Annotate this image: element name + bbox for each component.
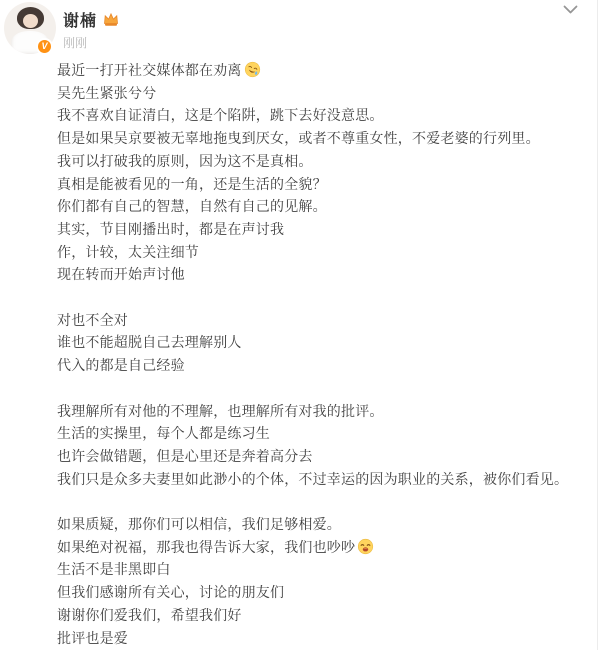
post-line [57, 400, 585, 423]
post-line [57, 513, 585, 536]
post-line [57, 422, 585, 445]
post-line [57, 331, 585, 354]
post-line [57, 581, 585, 604]
post-line-text: 代入的都是自己经验 [57, 357, 185, 374]
post-line [57, 127, 585, 150]
post-line-text: 现在转而开始声讨他 [57, 266, 185, 283]
post-line-text: 批评也是爱 [57, 629, 128, 646]
post-line-text: 我不喜欢自证清白，这是个陷阱，跳下去好没意思。 [57, 107, 384, 124]
post-line-text: 生活的实操里，每个人都是练习生 [57, 425, 270, 442]
post-line [57, 354, 585, 377]
post-line-text: 你们都有自己的智慧，自然有自己的见解。 [57, 198, 327, 215]
post-line [57, 536, 585, 559]
post-line [57, 558, 585, 581]
post-line [57, 377, 585, 400]
post-line [57, 286, 585, 309]
post-line-text: 我们只是众多夫妻里如此渺小的个体，不过幸运的因为职业的关系，被你们看见。 [57, 470, 569, 487]
post-line-text: 其实，节目刚播出时，都是在声讨我 [57, 220, 285, 237]
chevron-down-icon[interactable] [563, 2, 578, 20]
post-line-text: 但是如果吴京要被无辜地拖曳到厌女，或者不尊重女性，不爱老婆的行列里。 [57, 130, 540, 147]
post-line-text: 也许会做错题，但是心里还是奔着高分去 [57, 447, 313, 464]
post-line-text: 谢谢你们爱我们，希望我们好 [57, 606, 242, 623]
post-line [57, 241, 585, 264]
pout-emoji [357, 538, 374, 555]
post-line [57, 627, 585, 650]
post-line [57, 604, 585, 627]
post-line [57, 173, 585, 196]
post-line-text: 作，计较，太关注细节 [57, 243, 199, 260]
post-line-text: 最近一打开社交媒体都在劝离 [57, 62, 242, 78]
timestamp[interactable]: 刚刚 [63, 36, 88, 50]
post-line-text: 真相是能被看见的一角，还是生活的全貌？ [57, 175, 327, 192]
post-line [57, 263, 585, 286]
post-header [0, 0, 600, 58]
laugh-cry-emoji [244, 61, 261, 78]
post-line [57, 59, 585, 82]
post-line-text: 我理解所有对他的不理解，也理解所有对我的批评。 [57, 402, 384, 419]
post-line [57, 490, 585, 513]
post-line-text: 生活不是非黑即白 [57, 561, 171, 578]
post-line-text: 但我们感谢所有关心，讨论的朋友们 [57, 584, 285, 601]
post-line-text: 我可以打破我的原则，因为这不是真相。 [57, 152, 313, 169]
avatar-face [23, 14, 38, 28]
card-right-border [597, 0, 598, 650]
post-line [57, 150, 585, 173]
post-body [57, 59, 585, 649]
post-line-text: 谁也不能超脱自己去理解别人 [57, 334, 242, 351]
verified-v-icon: V [36, 38, 53, 55]
post-line [57, 309, 585, 332]
vip-crown-icon [103, 12, 119, 27]
post-line-text: 如果质疑，那你们可以相信，我们足够相爱。 [57, 516, 341, 533]
post-line-text: 对也不全对 [57, 311, 128, 328]
post-line [57, 82, 585, 105]
post-line [57, 468, 585, 491]
post-line-text: 吴先生紧张兮兮 [57, 84, 157, 101]
post-line [57, 195, 585, 218]
post-line [57, 104, 585, 127]
post-line [57, 445, 585, 468]
post-line-text: 如果绝对祝福，那我也得告诉大家，我们也吵吵 [57, 538, 356, 555]
post-line [57, 218, 585, 241]
username[interactable]: 谢楠 [63, 12, 98, 30]
